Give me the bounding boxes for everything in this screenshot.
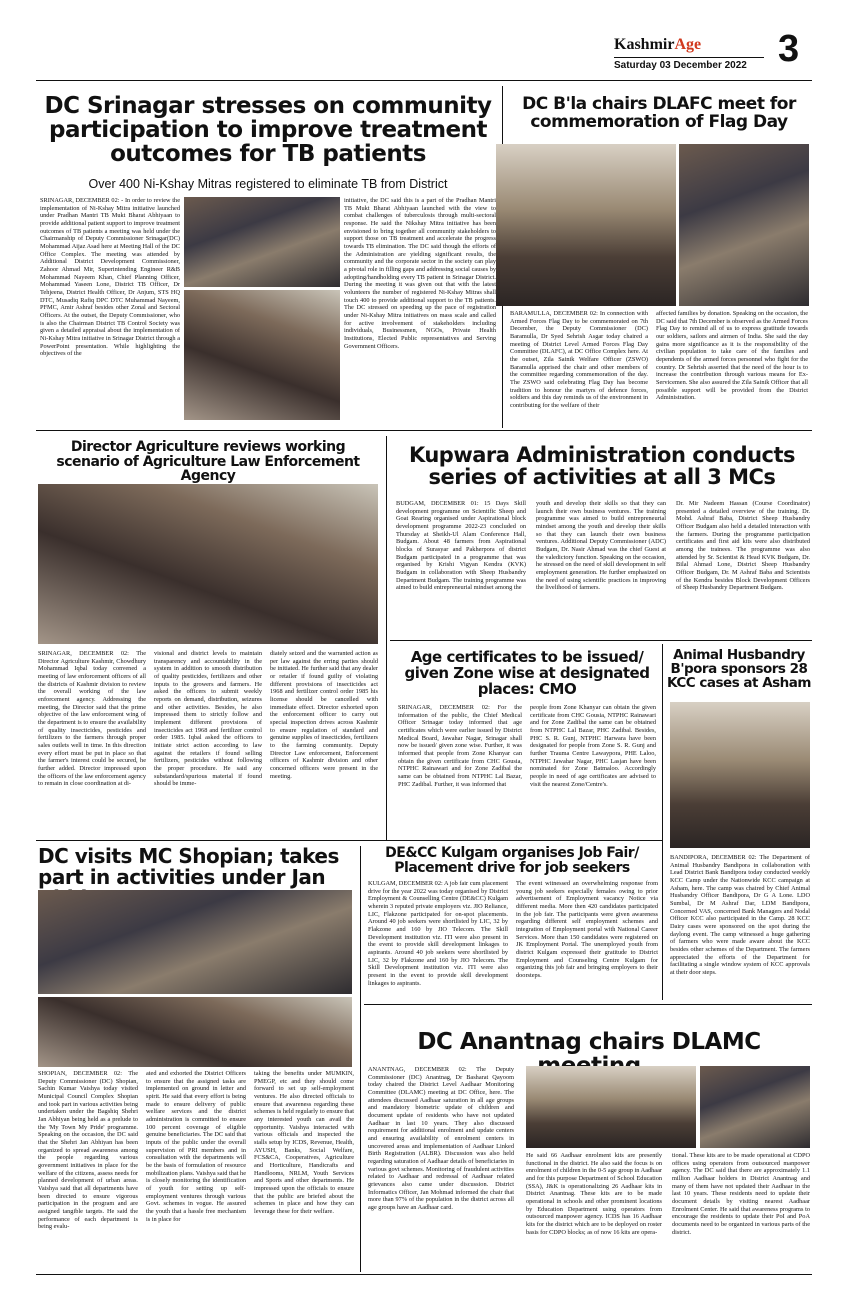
- story3-photo: [38, 484, 378, 644]
- story4-headline: Kupwara Administration conducts series of activities at all 3 MCs: [408, 443, 796, 490]
- masthead-rule: [614, 57, 764, 58]
- story7-photo-bottom: [38, 997, 352, 1067]
- section-rule-2: [390, 640, 812, 641]
- story1-col1: SRINAGAR, DECEMBER 02: - In order to review the implementation of Ni-Kshay Mitra initiative launched under Pradhan Mantri TB Mukt Bharat Abhiyaan to provide additional patient support to improve treatment outcomes of TB patients a meeting was held under the Chairmanship of Deputy Commissioner Srinagar(DC) Mohammad Aijaz Asad here at Meeting Hall of the DC Office Complex. The meeting was attended by Additional District Development Commissioner, Zahoor Ahmad Mir, Superintending Engineer R&B Mohammad Nayeem Khan, Chief Planning Officer, Mohammad Yaseen Lone, District TB Officer, Dr Tehjeena, District Health Officer, Dr Anjum, STS HQ DTC, Musadiq Rafiq DPC DTC Muhammad Nayeem, PFMC, Amir Ashraf besides other Zonal and Sectoral Officers. At the outset, the Deputy Commissioner, who is also the Chairman District TB Control Society was given a detailed appraisal about the implementation of Ni-Kshay Mitra initiative in Srinagar District through a PowerPoint presentation. While highlighting the objectives of the: [40, 197, 180, 358]
- story8-col2: The event witnessed an overwhelming response from young job seekers especially females owing to prior advertisement of Employment vacancy Notice via different media. More then 420 candidates participated in the job fair. The participants were given awareness regarding different self employment schemes and integration of Employment portal with National Career Services. More than 150 candidates were registered on JK Employment Portal. The unemployed youth from district Kulgam expressed their gratitude to District Employment and Counseling Centre Kulgam for organizing this job fair and bringing employers to their doorsteps.: [516, 880, 658, 980]
- story9-col2: He said 66 Aadhaar enrolment kits are presently functional in the district. He also said the focus is on enrolment of children in the 0-5 age group in Aadhaar and for this purpose Department of School Education (SSA), J&K is operationalizing 26 Aadhaar kits in District Anantnag. These kits are to be made operational in schools and other prominent locations by Education Department using operators from outsourced manpower agency. ICDS has 16 Aadhaar kits for the district which are to be deployed on roster basis for CDPO blocks; as of now 16 kits are opera-: [526, 1152, 662, 1236]
- story1-col2: initiative, the DC said this is a part of the Pradhan Mantri TB Mukt Bharat Abhiyaan launched with the view to combat challenges of tuberculosis through multi-sectoral response. He said the Nikshay Mitra initiative has been envisioned to bring together all community stakeholders to support those on TB treatment and accelerate the progress towards TB elimination. The DC said though the efforts of the Administration are yielding significant results, the community and the corporate sector in the society can play a pivotal role in filling gaps and addressing social causes by adopting/handholding every TB patient in Srinagar District. During the meeting it was given out that with the latest volunteers the number of registered Ni-Kshay Mitras shall touch 400 to provide additional support to the TB patients. The DC stressed on speeding up the pace of registration under Ni-Kshay Mitra initiatives on mass scale and called for active involvement of stakeholders including individuals, Businessmen, NGOs, Private Health Institutions, Elected Public representatives and Serving Government Officers.: [344, 197, 496, 350]
- story4-col1: BUDGAM, DECEMBER 01: 15 Days Skill development programme on Scientific Sheep and Goat Rearing organised under Aspirational block development programme 2022-23 concluded on Thursday at Sheikh-Ul Alam Conference Hall, Budgam. About 48 farmers from Aspirational blocks of Surasyar and Pakherpora of district Budgam participated in a programme that was organised by Krishi Vigyan Kendra (KVK) Budgam in collaboration with Sheep Husbandry Department Budgam. The training programme was aimed to build entrepreneurial mindset among the: [396, 500, 526, 592]
- page-number: 3: [778, 28, 800, 70]
- brand-kashmir: Kashmir: [614, 36, 675, 53]
- story1-headline: DC Srinagar stresses on community participation to improve treatment outcomes for TB patients: [44, 93, 492, 168]
- story2-col1: BARAMULLA, DECEMBER 02: In connection with Armed Forces Flag Day to be commemorated on 7th December, the Deputy Commissioner (DC) Baramulla, Dr Syed Sehrish Asgar today chaired a meeting of District Level Armed Forces Flag Day Committee (DLAFC), at DC Office Complex here. At the outset, Zila Sainik Welfare Officer (ZSWO) Baramulla apprised the chair and other members of the committee regarding commemoration of the day. The ZSWO said celebrating Flag Day has become tradition to honour the martyrs of defence forces, soldiers and this day reminds us of the environment in contributing for the welfare of their: [510, 310, 648, 410]
- story7-col1: SHOPIAN, DECEMBER 02: The Deputy Commissioner (DC) Shopian, Sachin Kumar Vaishya today visited Municipal Council Complex Shopian and took part in various activities being undertaken under the Bagshiq Shehri Jan Abhiyan being held as a prelude to the 'My Town My Pride' programme. Speaking on the occasion, the DC said that the Shehri Jan Abhiyan has been organized to spread awareness among the people regarding various government initiatives in place for the welfare of the citizens, assess needs for planned development of urban areas. Vaishya said that all departments have been directed to ensure vigorous participation in the program and are assigned tangible targets. He said the performance of each department is being evalu-: [38, 1070, 138, 1231]
- story2-headline: DC B'la chairs DLAFC meet for commemoration of Flag Day: [522, 94, 796, 132]
- story1-subhead: Over 400 Ni-Kshay Mitras registered to eliminate TB from District: [88, 177, 448, 191]
- story7-headline: DC visits MC Shopian; takes part in activities under Jan: [38, 844, 339, 889]
- story2-col2: affected families by donation. Speaking on the occasion, the DC said that 7th December is observed as the Armed Forces Flag Day to remind all of us to express gratitude towards our soldiers, sailors and airmen of India. She said the day gains more significance as it is the responsibility of the civilian population to take care of the families and dependents of the armed forces personnel who fight for the country. Dr Sehrish asserted that the need of the hour is to increase the contribution through various means for Ex-Servicemen. She also assured the Zila Sainik Officer that all possible support will be provided from the District Administration.: [656, 310, 808, 402]
- masthead-brand: [614, 36, 701, 54]
- story7-col3: taking the benefits under MUMKIN, PMEGP, etc and they should come forward to set up self-employment ventures. He also directed officials to ensure that awareness regarding these schemes is held regularly to ensure that any interested youth can avail the opportunity. Vaishya interacted with various officials and inspected the stalls setup by ICDS, Revenue, Health, AYUSH, Banks, Social Welfare, FCS&CA, Cooperatives, Agriculture and Horticulture, Handicrafts and Handlooms, NRLM, Youth Services and Sports and other departments. He impressed upon the officials to ensure that the public are briefed about the schemes in place and how they can leverage these for their welfare.: [254, 1070, 354, 1216]
- story5-col1: SRINAGAR, DECEMBER 02: For the information of the public, the Chief Medical Officer Srinagar today informed that age certificates which were earlier issued by District Medical Board, Jawahar Nagar, Srinagar shall now be issued/ given zone wise. Further, it was informed that people from Zone Khanyar can obtain the given certificate from CHC Gousia, NTPHC Rainawari and for Zone Zadibal the same can be obtained from NTPHC Lal Bazar, PHC Zadibal. Further, it was informed that: [398, 704, 522, 788]
- story6-headline: Animal Husbandry B'pora sponsors 28 KCC cases at Asham: [667, 647, 811, 692]
- section-rule-3: [36, 840, 662, 841]
- story2-photo-right: [679, 144, 809, 306]
- column-divider-mid: [386, 436, 387, 840]
- brand-age: Age: [674, 36, 702, 53]
- story4-col2: youth and develop their skills so that they can launch their own business ventures. The training programme was aimed to build entrepreneurial mindset among the youth and develop their skills so that they can launch their own business ventures. Additional Deputy Commissioner (ADC) Budgam, Dr. Nasir Ahmad was the chief Guest at the valedictory function. Speaking on the occasion, he stressed on the need of skill development in self employment generation. He further emphasized on the need of using scientific practices in improving the livelihood of farmers.: [536, 500, 666, 592]
- story5-col2: people from Zone Khanyar can obtain the given certificate from CHC Gousia, NTPHC Rainawari and for Zone Zadibal the same can be obtained from NTPHC Lal Bazar, PHC Zadibal. Besides, PHC S. R. Gunj, NTPHC Harwara have been designated for people from Zone S. R. Gunj and further Trauma Centre Lawaypora, PHE Laloo, NTPHC Jawahar Nagar, PHC Lasjan have been nominated for Zone Batmaloo. Accordingly people in need of age certificates are advised to visit the nearest Zone/Centre's.: [530, 704, 656, 788]
- story8-headline: DE&CC Kulgam organises Job Fair/ Placement drive for job seekers: [385, 845, 639, 876]
- column-divider-right: [662, 644, 663, 1000]
- story7-photo-top: [38, 890, 352, 994]
- story3-col1: SRINAGAR, DECEMBER 02: The Director Agriculture Kashmir, Chowdhury Mohammad Iqbal today convened a meeting of law enforcement officers of all the districts of Kashmir division to review the overall working of the law enforcement agency. Addressing the meeting, the Director said that the prime objective of the law enforcement wing of the department is to ensure the availability of quality insecticides, pesticides and fertilizers to the farmers through proper sales outlets well in time. In this direction every effort must be put in place so that the farmer's interest could be secured, he further added. Director impressed upon the officers of the law enforcement agency to remain in close coordination at di-: [38, 650, 146, 788]
- top-rule: [36, 80, 812, 81]
- story8-col1: KULGAM, DECEMBER 02: A job fair cum placement drive for the year 2022 was today organised by District Employment & Counselling Centre (DE&CC) Kulgam wherein 3 reputed private employers viz. JIO Reliance, LIC, Flakzone participated for on-spot placements. Around 40 job seekers were shortlisted by LIC, 32 by Flakzone and 160 by JIO Telecom. The Skill Development institution viz. ITI were also present in the event to provide skill development linkages to aspirants. Around 40 job seekers were shortlisted by LIC, 32 by Flakzone and 160 by JIO Telecom. The Skill Development institution viz. ITI were also present in the event to provide skill development linkages to aspirants.: [368, 880, 508, 987]
- story7-col2: ated and exhorted the District Officers to ensure that the assigned tasks are implemented on ground in letter and spirit. He said that every effort is being made to ensure delivery of public welfare services and the district administration is committed to ensure 100 percent coverage of eligible genuine beneficiaries. The DC said that inputs of the public under the overall supervision of PRI members and in consultation with the departments will be the basis of formulation of resource mobilization plans. Vaishya said that he is closely monitoring the identification of youth for setting up self-employment ventures through various Govt. schemes in vogue. He assured the youth that a hassle free mechanism is in place for: [146, 1070, 246, 1223]
- story6-photo: [670, 702, 810, 848]
- story3-headline: Director Agriculture reviews working scenario of Agriculture Law Enforcement Agency: [56, 439, 360, 485]
- bottom-rule: [36, 1274, 812, 1275]
- story3-col3: diately seized and the warranted action as per law against the erring parties should be initiated. He further said that any dealer or retailer if found guilty of violating different provisions of insecticides act 1968 and fertilizer control order 1985 his license should be cancelled with immediate effect. Director exhorted upon the enforcement officer to carry out special inspection drives across Kashmir to ensure regulation of standard and genuine supplies of insecticides, fertilizers to the farming community. Deputy Director Law enforcement, Enforcement officers of Kashmir division and other concerned officers were present in the meeting.: [270, 650, 378, 780]
- story9-col1: ANANTNAG, DECEMBER 02: The Deputy Commissioner (DC) Anantnag, Dr Basharat Qayoom today chaired the District Level Aadhaar Monitoring Committee (DLAMC) meeting at DC Office, here. The attendees discussed Aadhaar saturation in all age groups and mandatory biometric update of children and document update of residents who have not updated Aadhaar in last 10 years. They also discussed requirement for additional enrolment and update centers and ensuring availability of enrolment centers in uncovered areas and implementation of Aadhaar Linked Birth Registration (ALBR). Discussion was also held regarding saturation of Aadhaar details of beneficiaries in various govt schemes. Monitoring of fraudulent activities related to Aadhaar and redressal of Aadhaar related grievances also came under discussion. District Informatics Officer, Jan Mohmad informed the chair that more than 97% of the population in the district across all age groups have an Aadhaar card.: [368, 1066, 514, 1212]
- section-rule-4: [364, 1004, 812, 1005]
- story1-photo-top: [184, 197, 340, 287]
- story9-photo-left: [526, 1066, 696, 1148]
- story9-headline: DC Anantnag chairs DLAMC: [417, 1029, 761, 1055]
- story3-col2: visional and district levels to maintain transparency and accountability in the system in addition to smooth distribution of quality pesticides, fertilizers and other inputs to the growers and farmers. He asked the officers to submit weekly reports on demand, distribution, seizures and other activities. Besides, he also impressed them to strictly follow and implement different provisions of insecticides act 1968 and fertilizer control order 1985. Iqbal asked the officers to initiate strict action according to law against the retailers if found selling fertilizers, pesticides without following the proper procedure. He said any substandard/spurious material if found should be imme-: [154, 650, 262, 788]
- story1-photo-bottom: [184, 290, 340, 420]
- story6-col1: BANDIPORA, DECEMBER 02: The Department of Animal Husbandry Bandipora in collaboration with Lead District Bank Bandipora today conducted weekly KCC Camp under the Nationwide KCC campaign at Asham, here. The camp was chaired by Chief Animal Husbandry Officer Bandipora, Dr G A Lone. LDO Sumbal, Dr M Ashraf Dar, LDM Bandipora, Concerned VAS, concerned Bank Managers and Nodal Officer KCC also participated in the Camp. 28 KCC Dairy cases were sponsored on the spot during the daylong event. The camp witnessed a huge gathering of farmers who were made aware about the KCC besides other schemes of the Department. The farmers appreciated the efforts of the Department for facilitating a single window system of KCC approvals at their door steps.: [670, 854, 810, 977]
- story2-photo-left: [496, 144, 676, 306]
- story9-col3: tional. These kits are to be made operational at CDPO offices using operators from outsourced manpower agency. The DC said that there are approximately 1.1 million Aadhaar holders in District Anantnag and many of them have not updated their Aadhaar in the last 10 years. These residents need to update their document details by visiting nearest Aadhaar Enrolment Center. He said that awareness programs to encourage the residents to update their PoI and PoA documents need to be organized in various parts of the district.: [672, 1152, 810, 1236]
- masthead-date: Saturday 03 December 2022: [614, 60, 747, 71]
- section-rule-1: [36, 430, 812, 431]
- story4-col3: Dr. Mir Nadeem Hassan (Course Coordinator) presented a detailed overview of the training. Dr. Mohd. Ashraf Baba, District Sheep Husbandry Officer Budgam also held a detailed interaction with the farmers. During the programme participation certificates and first aid kits were also distributed among the trainees. The programme was also attended by Sr. Scientist & Head KVK Budgam, Dr. Bilal Ahmad Lone, District Sheep Husbandry Officer Budgam, Dr. M Ashraf Baba and Scientists of the Kendra besides Block Development Officers of Sheep Husbandry Department Budgam.: [676, 500, 810, 592]
- story9-photo-right: [700, 1066, 810, 1148]
- column-divider-lower: [360, 846, 361, 1272]
- story5-headline: Age certificates to be issued/ given Zone wise at designated places: CMO: [404, 648, 650, 698]
